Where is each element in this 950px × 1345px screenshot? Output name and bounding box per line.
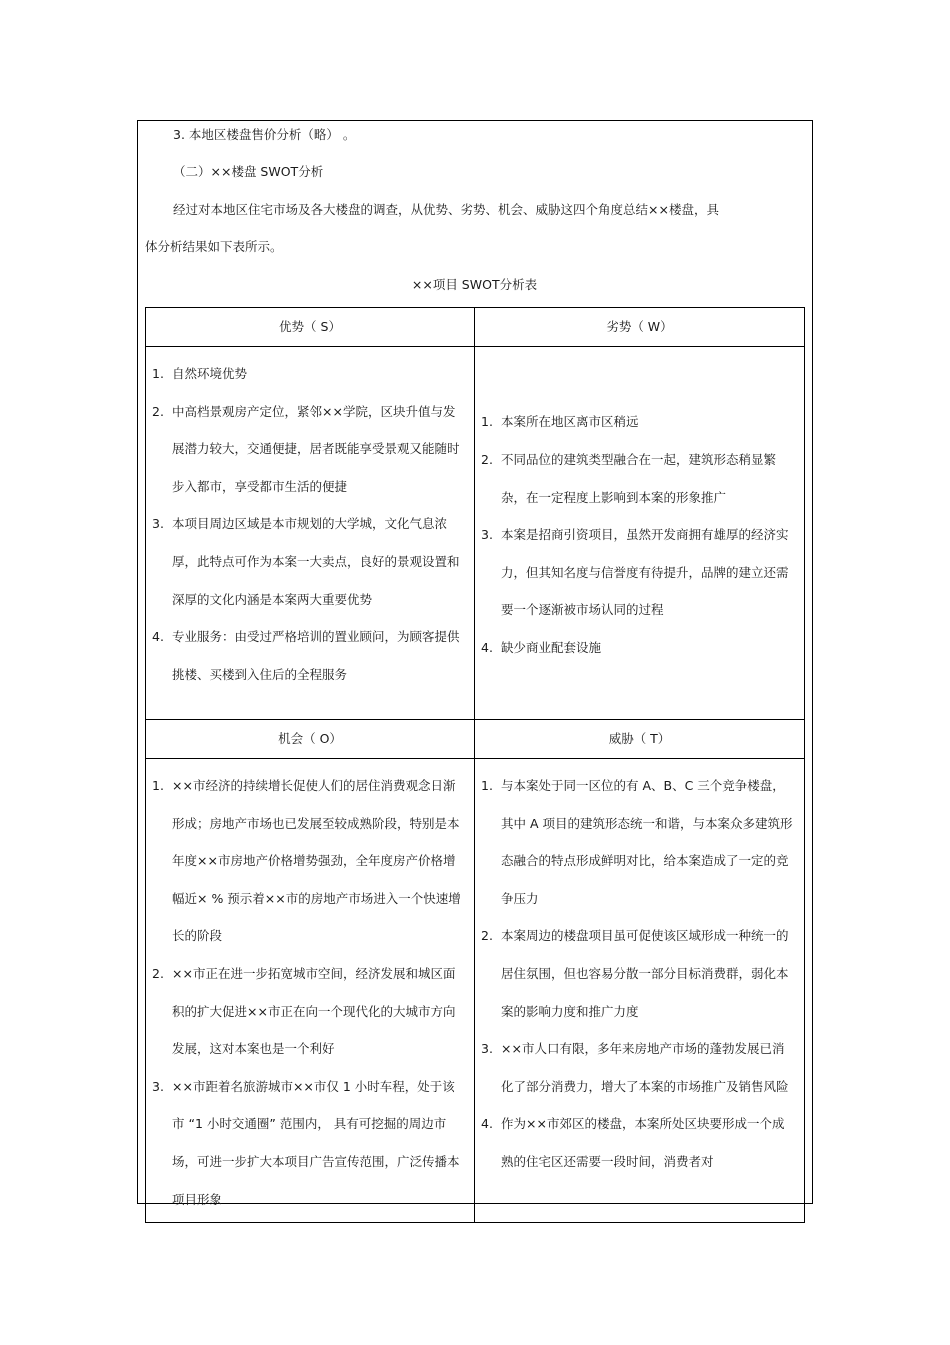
weakness-item: 1. 本案所在地区离市区稍远: [481, 414, 639, 430]
opportunities-header: 机会（ O）: [146, 720, 475, 759]
opportunity-item: 1. ××市经济的持续增长促使人们的居住消费观念日渐形成；房地产市场也已发展至较成熟阶段，特别是本年度××市房地产价格增势强劲，全年度房产价格增幅近× % 预示着××市的房地产市场进入一个快速增长的阶段: [152, 778, 461, 944]
threat-item: 1. 与本案处于同一区位的有 A、B、C 三个竞争楼盘，其中 A 项目的建筑形态统一和谐，与本案众多建筑形态融合的特点形成鲜明对比，给本案造成了一定的竞争压力: [481, 778, 793, 906]
swot-table: [145, 307, 805, 1223]
strength-item: 2. 中高档景观房产定位，紧邻××学院，区块升值与发展潜力较大，交通便捷，居者既能享受景观又能随时步入都市，享受都市生活的便捷: [152, 403, 460, 494]
threats-cell: [475, 759, 805, 1223]
weaknesses-header: 劣势（ W）: [475, 308, 805, 347]
opportunities-cell: [146, 759, 475, 1223]
strengths-header: 优势（ S）: [146, 308, 475, 347]
weaknesses-cell: [475, 347, 805, 720]
heading-price-analysis: 3. 本地区楼盘售价分析（略） 。: [173, 127, 356, 142]
intro-line-1: 经过对本地区住宅市场及各大楼盘的调查，从优势、劣势、机会、威胁这四个角度总结××楼盘，具: [173, 202, 719, 217]
threat-item: 3. ××市人口有限，多年来房地产市场的蓬勃发展已消化了部分消费力，增大了本案的市场推广及销售风险: [481, 1041, 789, 1094]
section-title: （二）××楼盘 SWOT分析: [173, 164, 324, 179]
intro-line-2: 体分析结果如下表所示。: [145, 239, 283, 254]
weakness-item: 2. 不同品位的建筑类型融合在一起，建筑形态稍显繁杂，在一定程度上影响到本案的形象推广: [481, 452, 777, 505]
strength-item: 4. 专业服务：由受过严格培训的置业顾问，为顾客提供挑楼、买楼到入住后的全程服务: [152, 629, 460, 682]
threat-item: 4. 作为××市郊区的楼盘，本案所处区块要形成一个成熟的住宅区还需要一段时间，消费者对: [481, 1116, 785, 1169]
opportunity-item: 2. ××市正在进一步拓宽城市空间，经济发展和城区面积的扩大促进××市正在向一个现代化的大城市方向发展，这对本案也是一个利好: [152, 965, 456, 1057]
strength-item: 1. 自然环境优势: [152, 366, 248, 381]
opportunity-item: 3. ××市距着名旅游城市××市仅 1 小时车程，处于该市 “1 小时交通圈” 范围内， 具有可挖掘的周边市场，可进一步扩大本项目广告宣传范围，广泛传播本项目形象: [152, 1078, 460, 1207]
weakness-item: 3. 本案是招商引资项目，虽然开发商拥有雄厚的经济实力，但其知名度与信誉度有待提升，品牌的建立还需要一个逐渐被市场认同的过程: [481, 527, 789, 618]
strength-item: 3. 本项目周边区域是本市规划的大学城，文化气息浓厚，此特点可作为本案一大卖点，良好的景观设置和深厚的文化内涵是本案两大重要优势: [152, 516, 460, 607]
threat-item: 2. 本案周边的楼盘项目虽可促使该区域形成一种统一的居住氛围，但也容易分散一部分目标消费群，弱化本案的影响力度和推广力度: [481, 928, 789, 1019]
weakness-item: 4. 缺少商业配套设施: [481, 639, 602, 655]
table-caption: ××项目 SWOT分析表: [411, 277, 538, 292]
strengths-cell: [146, 347, 475, 720]
threats-header: 威胁（ T）: [475, 720, 805, 759]
